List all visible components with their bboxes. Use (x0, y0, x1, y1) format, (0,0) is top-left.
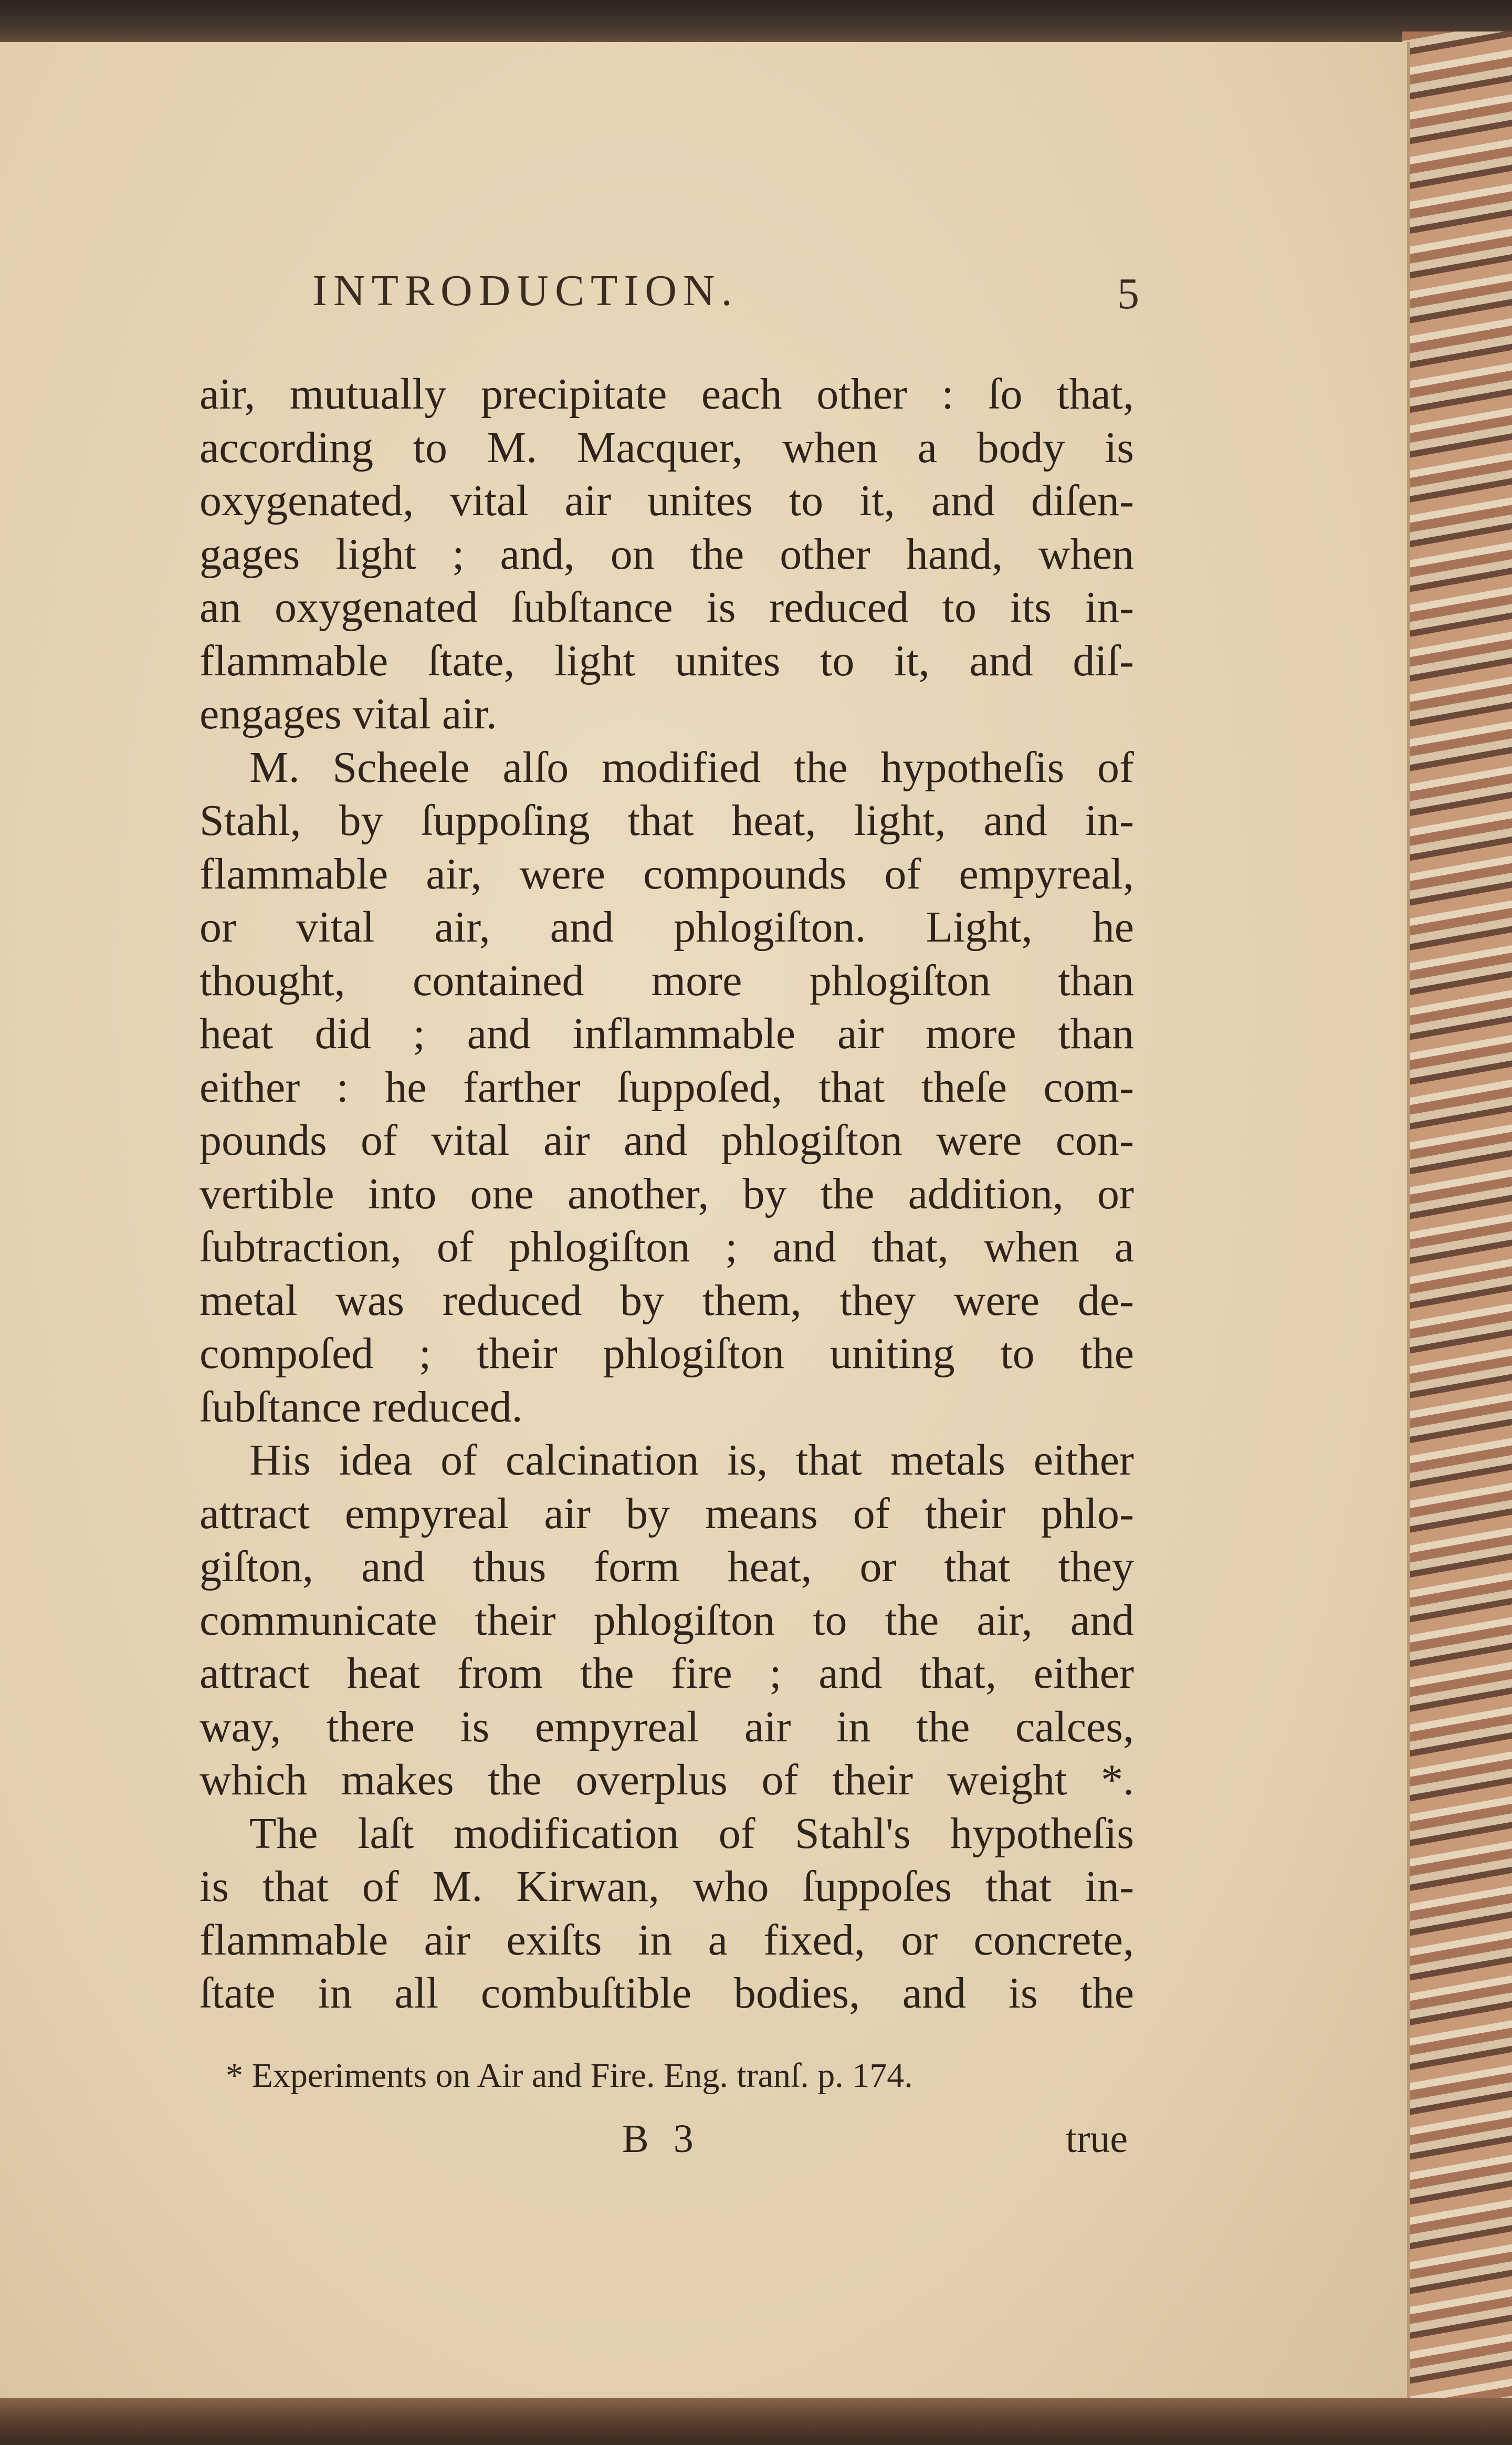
page-number: 5 (1117, 269, 1139, 318)
text-line: compoſed ; their phlogiſton uniting to the (200, 1329, 1134, 1378)
text-line: His idea of calcination is, that metals either (249, 1436, 1134, 1485)
page-header (200, 265, 1144, 323)
text-line: is that of M. Kirwan, who ſuppoſes that in- (200, 1862, 1134, 1911)
text-line: or vital air, and phlogiſton. Light, he (200, 903, 1134, 952)
text-line: attract empyreal air by means of their phlo- (200, 1489, 1134, 1538)
catchword: true (1066, 2117, 1128, 2161)
text-line: The laſt modification of Stahl's hypotheſis (249, 1809, 1134, 1858)
text-line: either : he farther ſuppoſed, that theſe com- (200, 1062, 1134, 1112)
text-line: Stahl, by ſuppoſing that heat, light, and in- (200, 796, 1134, 845)
text-line: ſubtraction, of phlogiſton ; and that, when a (200, 1222, 1134, 1271)
text-line: giſton, and thus form heat, or that they (200, 1542, 1134, 1591)
text-line: thought, contained more phlogiſton than (200, 956, 1134, 1005)
text-line: communicate their phlogiſton to the air, and (200, 1595, 1134, 1645)
text-line: pounds of vital air and phlogiſton were con- (200, 1116, 1134, 1165)
text-line: vertible into one another, by the addition, or (200, 1169, 1134, 1218)
text-line: flammable air, were compounds of empyreal, (200, 849, 1134, 898)
book-bottom-edge (0, 2398, 1512, 2445)
text-line: metal was reduced by them, they were de- (200, 1276, 1134, 1325)
running-title: INTRODUCTION. (312, 266, 739, 315)
body-text (200, 368, 1134, 2020)
text-line: engages vital air. (200, 689, 497, 738)
text-line: ſubſtance reduced. (200, 1382, 523, 1432)
text-line: way, there is empyreal air in the calces, (200, 1702, 1134, 1751)
text-line: flammable ſtate, light unites to it, and diſ- (200, 636, 1134, 685)
text-line: gages light ; and, on the other hand, when (200, 529, 1134, 579)
text-line: heat did ; and inflammable air more than (200, 1009, 1134, 1058)
text-line: attract heat from the fire ; and that, either (200, 1649, 1134, 1698)
marbled-page-edge (1402, 32, 1512, 2405)
footnote: * Experiments on Air and Fire. Eng. tranſ. p. 174. (226, 2056, 913, 2095)
signature-mark: B 3 (622, 2117, 701, 2161)
text-line: according to M. Macquer, when a body is (200, 423, 1134, 472)
text-line: which makes the overplus of their weight *. (200, 1756, 1134, 1804)
text-line: flammable air exiſts in a fixed, or concrete, (200, 1915, 1134, 1965)
text-line: M. Scheele alſo modified the hypotheſis of (249, 743, 1134, 792)
text-line: air, mutually precipitate each other : ſo that, (200, 370, 1134, 419)
text-line: an oxygenated ſubſtance is reduced to its in- (200, 583, 1134, 632)
text-line: ſtate in all combuſtible bodies, and is the (200, 1969, 1134, 2018)
text-line: oxygenated, vital air unites to it, and diſen- (200, 476, 1134, 525)
